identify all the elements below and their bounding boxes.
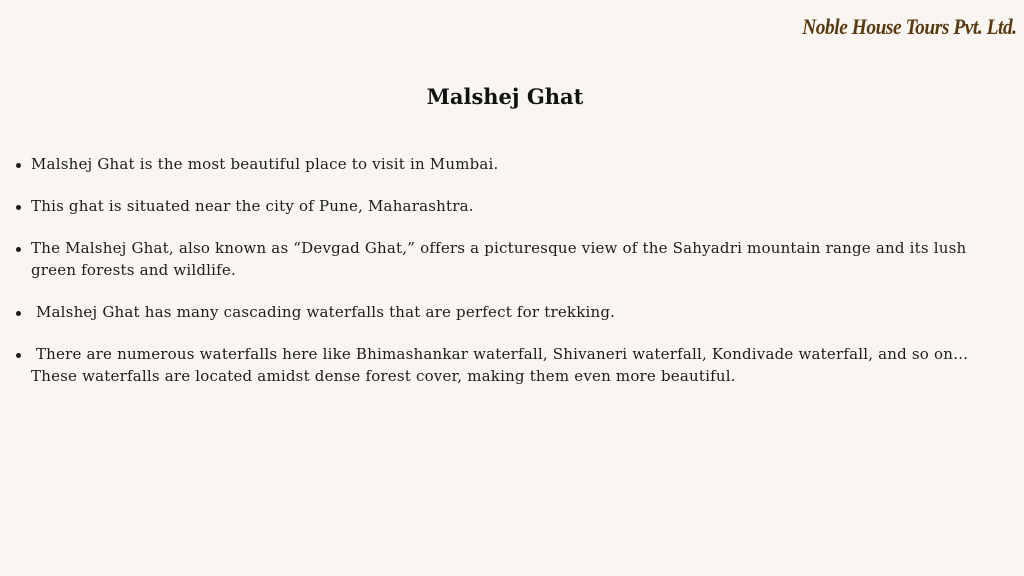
company-logo: Noble House Tours Pvt. Ltd. (802, 14, 1017, 39)
bullet-item: The Malshej Ghat, also known as “Devgad Ghat,” offers a picturesque view of the Sahyadri mountain range and its lush green forests and wildlife. (14, 237, 1014, 281)
bullet-item: There are numerous waterfalls here like Bhimashankar waterfall, Shivaneri waterfall, Kondivade waterfall, and so on… These waterfalls are located amidst dense forest cover, making them even more beautiful. (14, 343, 1014, 387)
bullet-item: This ghat is situated near the city of Pune, Maharashtra. (14, 195, 1014, 217)
bullet-item: Malshej Ghat has many cascading waterfalls that are perfect for trekking. (14, 301, 1014, 323)
bullet-list (14, 153, 1014, 407)
bullet-item: Malshej Ghat is the most beautiful place to visit in Mumbai. (14, 153, 1014, 175)
slide-title: Malshej Ghat (426, 84, 584, 109)
